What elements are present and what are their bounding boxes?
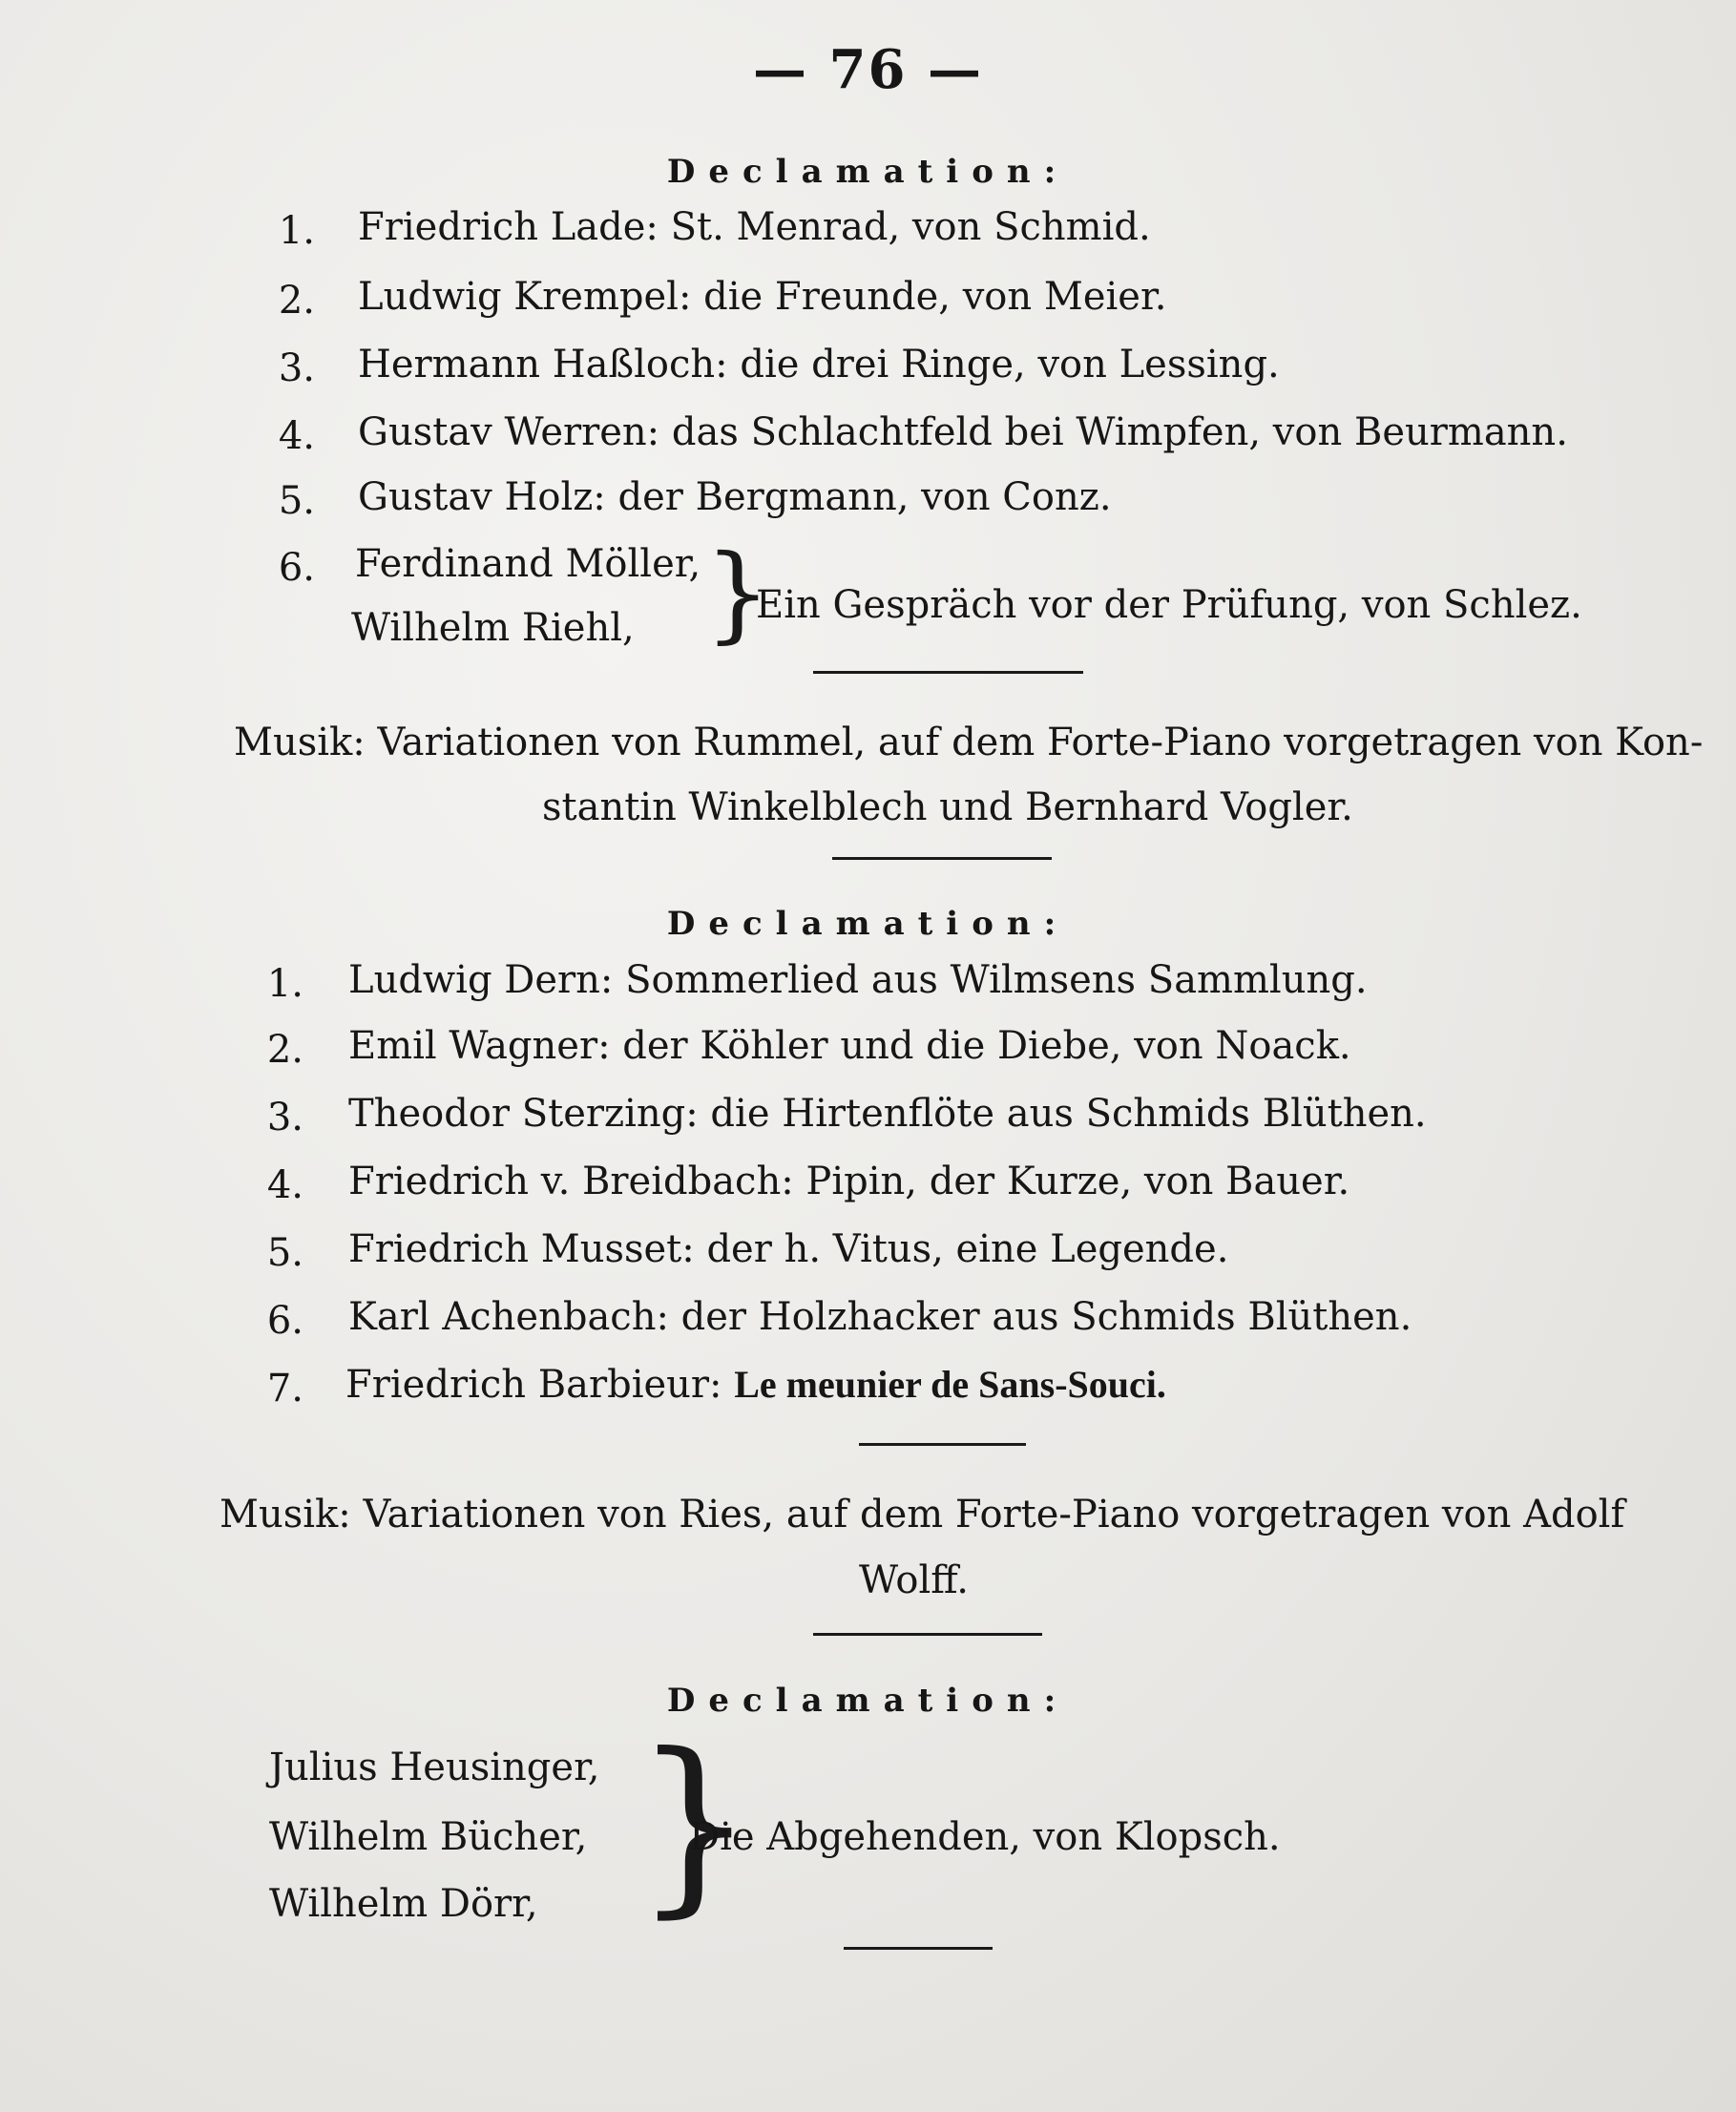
- section-heading: Declamation:: [666, 153, 1070, 191]
- dialogue-piece: Ein Gespräch vor der Prüfung, von Schlez.: [756, 583, 1582, 627]
- performer-name: Wilhelm Bücher,: [269, 1815, 588, 1859]
- declamation-item: Karl Achenbach: der Holzhacker aus Schmids Blüthen.: [348, 1295, 1412, 1339]
- dialogue-piece: Die Abgehenden, von Klopsch.: [689, 1815, 1281, 1859]
- declamation-item: Emil Wagner: der Köhler und die Diebe, von Noack.: [348, 1024, 1351, 1068]
- performer-name: Friedrich Barbieur:: [345, 1363, 722, 1407]
- item-number: 5.: [278, 479, 315, 523]
- declamation-item: Hermann Haßloch: die drei Ringe, von Lessing.: [358, 343, 1280, 387]
- item-number: 5.: [266, 1231, 303, 1275]
- music-line: Musik: Variationen von Ries, auf dem Forte-Piano vorgetragen von Adolf: [220, 1493, 1625, 1537]
- performer-name: Wilhelm Riehl,: [351, 606, 635, 650]
- divider: [832, 857, 1052, 860]
- item-number: 4.: [278, 414, 315, 458]
- declamation-item: Friedrich Lade: St. Menrad, von Schmid.: [358, 205, 1151, 249]
- declamation-item: Friedrich Musset: der h. Vitus, eine Legende.: [348, 1227, 1229, 1271]
- brace: }: [704, 532, 771, 654]
- item-number: 1.: [266, 962, 303, 1006]
- item-number: 7.: [266, 1367, 303, 1411]
- declamation-item: Gustav Holz: der Bergmann, von Conz.: [358, 475, 1112, 519]
- performer-name: Wilhelm Dörr,: [269, 1882, 538, 1926]
- section-heading: Declamation:: [666, 905, 1070, 943]
- item-number: 3.: [266, 1096, 303, 1140]
- item-number: 4.: [266, 1163, 303, 1207]
- performer-name: Julius Heusinger,: [269, 1746, 600, 1789]
- declamation-item-7: [345, 1363, 1166, 1407]
- declamation-item: Theodor Sterzing: die Hirtenflöte aus Schmids Blüthen.: [348, 1092, 1427, 1136]
- item-number: 1.: [278, 209, 315, 253]
- item-number: 6.: [278, 546, 315, 590]
- declamation-item: Friedrich v. Breidbach: Pipin, der Kurze, von Bauer.: [348, 1160, 1350, 1203]
- declamation-item: Gustav Werren: das Schlachtfeld bei Wimpfen, von Beurmann.: [358, 410, 1568, 454]
- item-number: 2.: [278, 279, 315, 323]
- declamation-item: Ludwig Krempel: die Freunde, von Meier.: [358, 275, 1167, 319]
- divider: [844, 1947, 993, 1950]
- item-number: 3.: [278, 346, 315, 390]
- section-heading: Declamation:: [666, 1682, 1070, 1720]
- music-line: stantin Winkelblech und Bernhard Vogler.: [542, 785, 1353, 829]
- page-number: — 76 —: [753, 38, 983, 101]
- divider: [859, 1443, 1026, 1446]
- piece-title: Le meunier de Sans-Souci.: [734, 1363, 1166, 1406]
- divider: [813, 1633, 1042, 1636]
- music-line: Musik: Variationen von Rummel, auf dem Forte-Piano vorgetragen von Kon-: [234, 721, 1704, 764]
- music-line: Wolff.: [859, 1558, 969, 1602]
- brace: }: [634, 1713, 756, 1935]
- item-number: 2.: [266, 1028, 303, 1072]
- declamation-item: Ludwig Dern: Sommerlied aus Wilmsens Sammlung.: [348, 958, 1368, 1002]
- divider: [813, 671, 1083, 674]
- performer-name: Ferdinand Möller,: [355, 542, 701, 586]
- item-number: 6.: [266, 1299, 303, 1343]
